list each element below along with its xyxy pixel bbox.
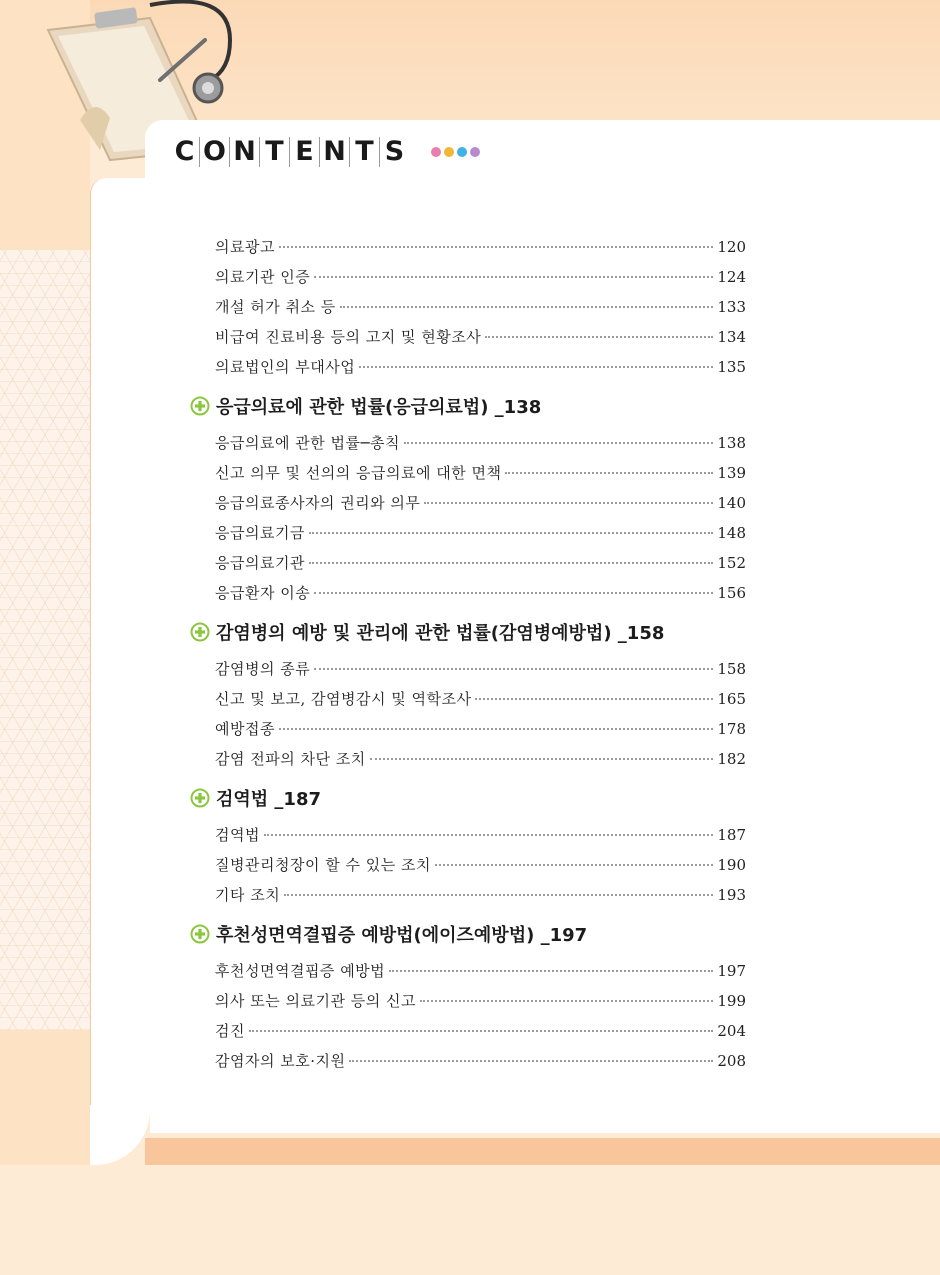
dotted-leader: [370, 758, 714, 760]
dotted-leader: [485, 336, 713, 338]
toc-entry[interactable]: [190, 820, 746, 850]
dot-icon: [457, 147, 467, 157]
plus-circle-icon: [190, 396, 210, 416]
toc-section-heading[interactable]: [190, 914, 746, 954]
toc-entry-page-number: 139: [717, 464, 746, 482]
toc-entry-page-number: 178: [717, 720, 746, 738]
toc-entry[interactable]: [190, 850, 746, 880]
toc-entry[interactable]: [190, 428, 746, 458]
toc-entry-page-number: 199: [717, 992, 746, 1010]
toc-entry-page-number: 190: [717, 856, 746, 874]
toc-entry-title: 의료광고: [215, 238, 275, 256]
toc-entry[interactable]: [190, 232, 746, 262]
dotted-leader: [309, 562, 713, 564]
toc-entry-title: 비급여 진료비용 등의 고지 및 현황조사: [215, 328, 482, 346]
dotted-leader: [404, 442, 713, 444]
dotted-leader: [279, 246, 713, 248]
toc-entry-title: 의사 또는 의료기관 등의 신고: [215, 992, 416, 1010]
dotted-leader: [435, 864, 713, 866]
title-letter: O: [200, 137, 230, 167]
plus-circle-icon: [190, 924, 210, 944]
dotted-leader: [359, 366, 713, 368]
toc-entry-page-number: 193: [717, 886, 746, 904]
toc-entry[interactable]: [190, 714, 746, 744]
toc-entry[interactable]: [190, 1016, 746, 1046]
toc-entry-title: 후천성면역결핍증 예방법: [215, 962, 386, 980]
toc-entry-page-number: 182: [717, 750, 746, 768]
toc-entry-page-number: 138: [717, 434, 746, 452]
toc-entry-page-number: 197: [717, 962, 746, 980]
dotted-leader: [349, 1060, 713, 1062]
toc-entry-title: 응급의료기관: [215, 554, 305, 572]
dotted-leader: [314, 592, 713, 594]
toc-entry-page-number: 134: [717, 328, 746, 346]
dotted-leader: [389, 970, 713, 972]
toc-entry[interactable]: [190, 262, 746, 292]
toc-entry-title: 예방접종: [215, 720, 275, 738]
left-pattern-strip: [0, 250, 90, 1030]
toc-entry-title: 신고 의무 및 선의의 응급의료에 대한 면책: [215, 464, 502, 482]
toc-entry[interactable]: [190, 322, 746, 352]
toc-entry-page-number: 187: [717, 826, 746, 844]
toc-entry-title: 검진: [215, 1022, 245, 1040]
toc-entry-title: 감염자의 보호·지원: [215, 1052, 346, 1070]
toc-section-heading[interactable]: [190, 612, 746, 652]
toc-entry-title: 기타 조치: [215, 886, 281, 904]
toc-entry-title: 개설 허가 취소 등: [215, 298, 336, 316]
toc-entry-title: 응급의료에 관한 법률─총칙: [215, 434, 400, 452]
dotted-leader: [475, 698, 713, 700]
toc-entry-title: 의료기관 인증: [215, 268, 311, 286]
title-letter: C: [170, 137, 200, 167]
plus-circle-icon: [190, 788, 210, 808]
toc-entry[interactable]: [190, 1046, 746, 1076]
toc-entry-title: 신고 및 보고, 감염병감시 및 역학조사: [215, 690, 472, 708]
toc-entry[interactable]: [190, 352, 746, 382]
toc-entry[interactable]: [190, 986, 746, 1016]
toc-entry-title: 감염 전파의 차단 조치: [215, 750, 366, 768]
toc-entry[interactable]: [190, 458, 746, 488]
toc-entry[interactable]: [190, 488, 746, 518]
toc-entry[interactable]: [190, 518, 746, 548]
title-letter: T: [260, 137, 290, 167]
toc-entry[interactable]: [190, 744, 746, 774]
toc-entry-page-number: 165: [717, 690, 746, 708]
toc-entry-title: 감염병의 종류: [215, 660, 311, 678]
dotted-leader: [505, 472, 713, 474]
toc-entry-page-number: 156: [717, 584, 746, 602]
title-letter: T: [350, 137, 380, 167]
toc-entry-title: 응급환자 이송: [215, 584, 311, 602]
toc-section-heading[interactable]: [190, 778, 746, 818]
toc-entry-title: 검역법: [215, 826, 260, 844]
toc-section-heading-text: 감염병의 예방 및 관리에 관한 법률(감염병예방법) _158: [216, 623, 665, 644]
toc-entry-page-number: 140: [717, 494, 746, 512]
title-letter: N: [230, 137, 260, 167]
table-of-contents: [190, 232, 746, 1076]
toc-entry-title: 의료법인의 부대사업: [215, 358, 356, 376]
toc-entry[interactable]: [190, 578, 746, 608]
toc-entry[interactable]: [190, 292, 746, 322]
toc-entry-page-number: 124: [717, 268, 746, 286]
decorative-dots: [431, 147, 480, 157]
plus-circle-icon: [190, 622, 210, 642]
bottom-accent-bar: [145, 1138, 940, 1165]
dot-icon: [444, 147, 454, 157]
toc-entry-page-number: 120: [717, 238, 746, 256]
toc-entry-page-number: 208: [717, 1052, 746, 1070]
bottom-background-band: [0, 1165, 940, 1275]
title-letter: S: [384, 136, 405, 167]
toc-section-heading[interactable]: [190, 386, 746, 426]
page-title: [170, 134, 480, 170]
toc-section-heading-text: 검역법 _187: [216, 789, 322, 810]
toc-section-heading-text: 응급의료에 관한 법률(응급의료법) _138: [216, 397, 542, 418]
toc-entry[interactable]: [190, 684, 746, 714]
dotted-leader: [314, 276, 713, 278]
toc-entry-page-number: 152: [717, 554, 746, 572]
toc-entry-page-number: 148: [717, 524, 746, 542]
dotted-leader: [284, 894, 713, 896]
dotted-leader: [314, 668, 713, 670]
toc-entry[interactable]: [190, 880, 746, 910]
toc-entry[interactable]: [190, 548, 746, 578]
toc-entry-page-number: 158: [717, 660, 746, 678]
dotted-leader: [340, 306, 714, 308]
dotted-leader: [424, 502, 713, 504]
dot-icon: [431, 147, 441, 157]
dotted-leader: [264, 834, 713, 836]
toc-entry[interactable]: [190, 654, 746, 684]
title-letter: N: [320, 137, 350, 167]
title-letter: E: [290, 137, 320, 167]
toc-entry-title: 질병관리청장이 할 수 있는 조치: [215, 856, 431, 874]
toc-entry-title: 응급의료기금: [215, 524, 305, 542]
dotted-leader: [249, 1030, 713, 1032]
toc-entry-title: 응급의료종사자의 권리와 의무: [215, 494, 421, 512]
toc-entry-page-number: 133: [717, 298, 746, 316]
toc-entry-page-number: 204: [717, 1022, 746, 1040]
dotted-leader: [279, 728, 713, 730]
toc-entry-page-number: 135: [717, 358, 746, 376]
toc-entry[interactable]: [190, 956, 746, 986]
dot-icon: [470, 147, 480, 157]
dotted-leader: [420, 1000, 713, 1002]
dotted-leader: [309, 532, 713, 534]
toc-section-heading-text: 후천성면역결핍증 예방법(에이즈예방법) _197: [216, 925, 588, 946]
